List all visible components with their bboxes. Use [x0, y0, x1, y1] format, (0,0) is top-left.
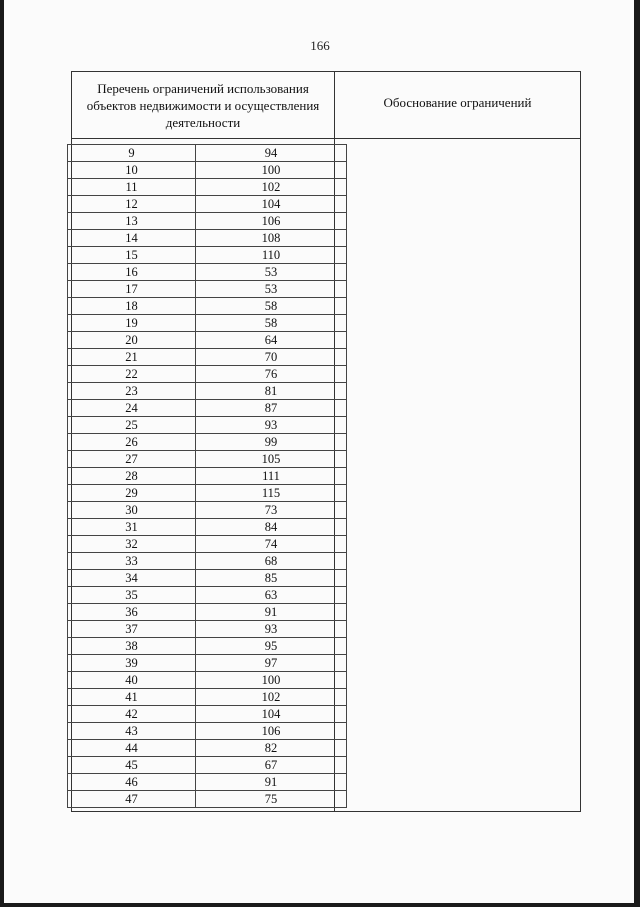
table-row [68, 553, 347, 570]
row-value-cell: 70 [196, 349, 347, 366]
row-value-cell: 93 [196, 417, 347, 434]
row-value-cell: 81 [196, 383, 347, 400]
row-value-cell: 106 [196, 723, 347, 740]
row-value-cell: 102 [196, 179, 347, 196]
row-value-cell: 108 [196, 230, 347, 247]
row-value-cell: 64 [196, 332, 347, 349]
row-value-cell: 58 [196, 315, 347, 332]
row-index-cell: 38 [68, 638, 196, 655]
table-row [68, 196, 347, 213]
table-row [68, 757, 347, 774]
row-value-cell: 76 [196, 366, 347, 383]
page-number: 166 [310, 38, 330, 53]
row-value-cell: 91 [196, 774, 347, 791]
row-value-cell: 67 [196, 757, 347, 774]
row-index-cell: 44 [68, 740, 196, 757]
row-index-cell: 22 [68, 366, 196, 383]
row-index-cell: 18 [68, 298, 196, 315]
table-row [68, 587, 347, 604]
row-index-cell: 36 [68, 604, 196, 621]
table-row [68, 417, 347, 434]
row-index-cell: 46 [68, 774, 196, 791]
row-value-cell: 73 [196, 502, 347, 519]
table-row [68, 162, 347, 179]
table-row [68, 689, 347, 706]
table-row [68, 468, 347, 485]
nested-number-table [67, 144, 347, 808]
row-index-cell: 20 [68, 332, 196, 349]
row-value-cell: 105 [196, 451, 347, 468]
table-row [68, 706, 347, 723]
table-row [68, 332, 347, 349]
row-index-cell: 43 [68, 723, 196, 740]
row-index-cell: 40 [68, 672, 196, 689]
row-index-cell: 12 [68, 196, 196, 213]
table-row [68, 213, 347, 230]
row-index-cell: 29 [68, 485, 196, 502]
table-row [68, 655, 347, 672]
table-row [68, 570, 347, 587]
header-restrictions-list: Перечень ограничений использования объектов недвижимости и осуществления деятельности [86, 80, 320, 130]
row-value-cell: 74 [196, 536, 347, 553]
row-index-cell: 13 [68, 213, 196, 230]
row-index-cell: 14 [68, 230, 196, 247]
row-value-cell: 100 [196, 672, 347, 689]
row-index-cell: 10 [68, 162, 196, 179]
row-value-cell: 53 [196, 264, 347, 281]
row-value-cell: 104 [196, 196, 347, 213]
row-value-cell: 87 [196, 400, 347, 417]
row-value-cell: 68 [196, 553, 347, 570]
row-value-cell: 115 [196, 485, 347, 502]
row-index-cell: 31 [68, 519, 196, 536]
row-value-cell: 75 [196, 791, 347, 808]
row-index-cell: 25 [68, 417, 196, 434]
row-value-cell: 93 [196, 621, 347, 638]
table-row [68, 791, 347, 808]
row-index-cell: 17 [68, 281, 196, 298]
table-row [68, 774, 347, 791]
row-value-cell: 85 [196, 570, 347, 587]
row-value-cell: 100 [196, 162, 347, 179]
table-row [68, 604, 347, 621]
table-row [68, 451, 347, 468]
table-row [68, 383, 347, 400]
row-value-cell: 111 [196, 468, 347, 485]
table-row [68, 145, 347, 162]
header-restrictions-justification: Обоснование ограничений [383, 95, 532, 110]
table-row [68, 621, 347, 638]
row-value-cell: 106 [196, 213, 347, 230]
row-index-cell: 41 [68, 689, 196, 706]
row-index-cell: 15 [68, 247, 196, 264]
table-row [68, 502, 347, 519]
row-index-cell: 19 [68, 315, 196, 332]
row-index-cell: 35 [68, 587, 196, 604]
row-value-cell: 102 [196, 689, 347, 706]
row-index-cell: 21 [68, 349, 196, 366]
row-value-cell: 97 [196, 655, 347, 672]
table-row [68, 434, 347, 451]
row-index-cell: 28 [68, 468, 196, 485]
table-row [68, 315, 347, 332]
row-index-cell: 23 [68, 383, 196, 400]
row-value-cell: 84 [196, 519, 347, 536]
table-row [68, 519, 347, 536]
row-value-cell: 99 [196, 434, 347, 451]
row-index-cell: 42 [68, 706, 196, 723]
table-row [68, 247, 347, 264]
row-index-cell: 45 [68, 757, 196, 774]
row-value-cell: 58 [196, 298, 347, 315]
row-index-cell: 37 [68, 621, 196, 638]
row-value-cell: 91 [196, 604, 347, 621]
row-index-cell: 39 [68, 655, 196, 672]
table-row [68, 349, 347, 366]
table-row [68, 366, 347, 383]
table-row [68, 281, 347, 298]
table-row [68, 179, 347, 196]
table-row [68, 723, 347, 740]
table-row [68, 638, 347, 655]
row-index-cell: 26 [68, 434, 196, 451]
row-value-cell: 63 [196, 587, 347, 604]
row-value-cell: 82 [196, 740, 347, 757]
table-header-row [72, 72, 580, 139]
row-index-cell: 47 [68, 791, 196, 808]
table-row [68, 740, 347, 757]
row-index-cell: 34 [68, 570, 196, 587]
row-value-cell: 104 [196, 706, 347, 723]
table-row [68, 672, 347, 689]
row-value-cell: 53 [196, 281, 347, 298]
row-value-cell: 95 [196, 638, 347, 655]
row-index-cell: 27 [68, 451, 196, 468]
row-value-cell: 94 [196, 145, 347, 162]
table-row [68, 400, 347, 417]
row-index-cell: 30 [68, 502, 196, 519]
table-row [68, 264, 347, 281]
table-row [68, 298, 347, 315]
table-row [68, 536, 347, 553]
table-row [68, 230, 347, 247]
row-value-cell: 110 [196, 247, 347, 264]
row-index-cell: 16 [68, 264, 196, 281]
row-index-cell: 32 [68, 536, 196, 553]
row-index-cell: 9 [68, 145, 196, 162]
row-index-cell: 33 [68, 553, 196, 570]
row-index-cell: 11 [68, 179, 196, 196]
row-index-cell: 24 [68, 400, 196, 417]
table-row [68, 485, 347, 502]
